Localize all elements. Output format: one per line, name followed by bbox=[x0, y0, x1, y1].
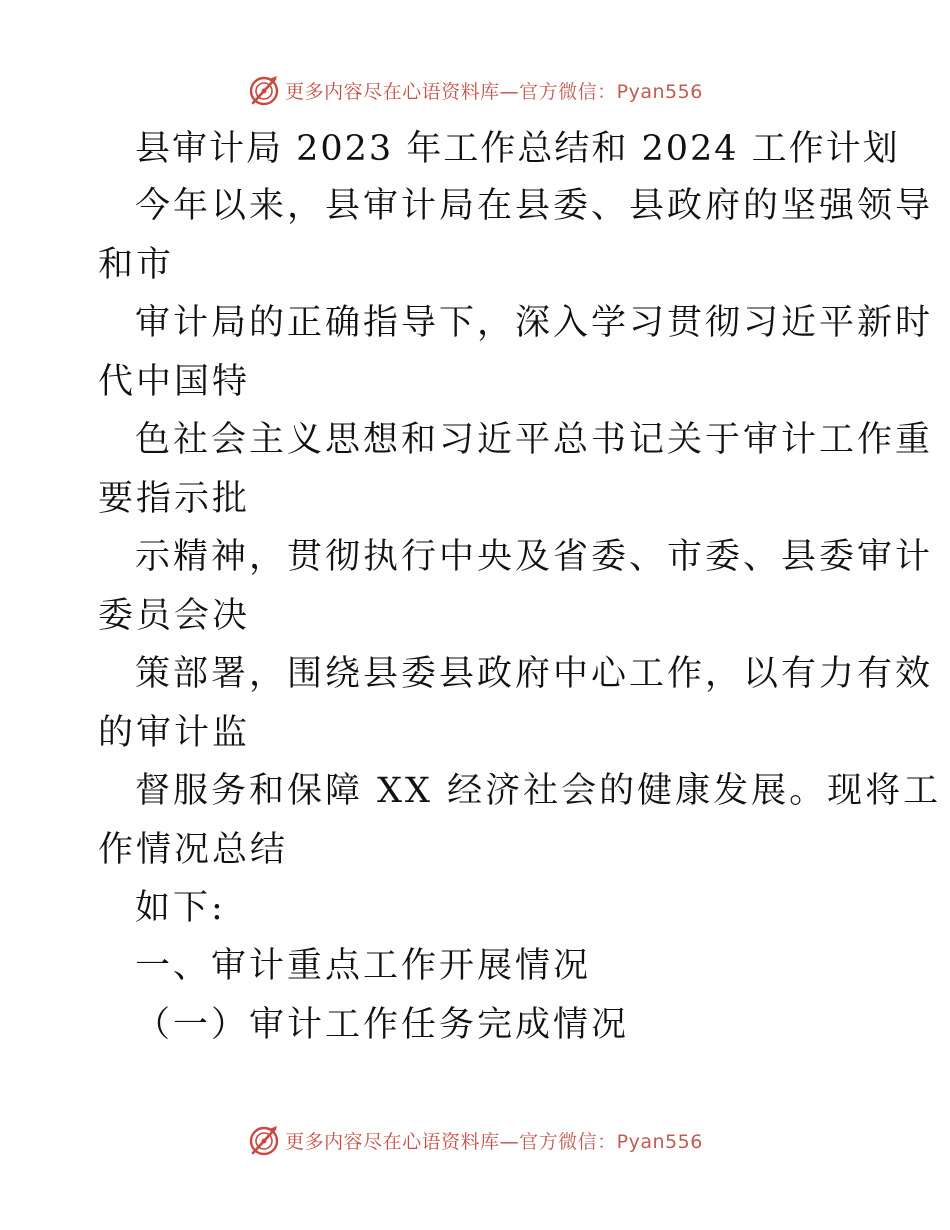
paragraph-line: 如下: bbox=[135, 888, 226, 928]
paragraph-line: 审计局的正确指导下，深入学习贯彻习近平新时 bbox=[135, 303, 934, 343]
paragraph-line: 代中国特 bbox=[98, 362, 251, 402]
paragraph-line: 要指示批 bbox=[98, 479, 251, 519]
watermark-text bbox=[285, 77, 703, 104]
paragraph-line: 和市 bbox=[98, 245, 175, 285]
paragraph-line: 的审计监 bbox=[98, 713, 251, 753]
paragraph-line: 策部署，围绕县委县政府中心工作，以有力有效 bbox=[135, 654, 934, 694]
watermark-separator: — bbox=[499, 1130, 520, 1153]
watermark-brand: 更多内容尽在心语资料库 bbox=[285, 1130, 500, 1153]
paragraph-line: 委员会决 bbox=[98, 596, 251, 636]
paragraph-line: 作情况总结 bbox=[98, 830, 289, 870]
quill-seal-icon bbox=[247, 73, 281, 107]
watermark-wechat: 官方微信：Pyan556 bbox=[519, 80, 703, 103]
paragraph-line: 色社会主义思想和习近平总书记关于审计工作重 bbox=[135, 420, 934, 460]
footer-watermark bbox=[0, 1120, 950, 1160]
subsection-heading: （一）审计工作任务完成情况 bbox=[135, 1005, 630, 1045]
quill-seal-icon bbox=[247, 1123, 281, 1157]
header-watermark bbox=[0, 70, 950, 110]
paragraph-line: 示精神，贯彻执行中央及省委、市委、县委审计 bbox=[135, 537, 934, 577]
watermark-wechat: 官方微信：Pyan556 bbox=[519, 1130, 703, 1153]
paragraph-line: 督服务和保障 XX 经济社会的健康发展。现将工 bbox=[135, 771, 942, 811]
watermark-text bbox=[285, 1127, 703, 1154]
watermark-separator: — bbox=[499, 80, 520, 103]
section-heading: 一、审计重点工作开展情况 bbox=[135, 946, 592, 986]
document-title: 县审计局 2023 年工作总结和 2024 工作计划 bbox=[135, 129, 900, 169]
paragraph-line: 今年以来，县审计局在县委、县政府的坚强领导 bbox=[135, 186, 934, 226]
watermark-brand: 更多内容尽在心语资料库 bbox=[285, 80, 500, 103]
